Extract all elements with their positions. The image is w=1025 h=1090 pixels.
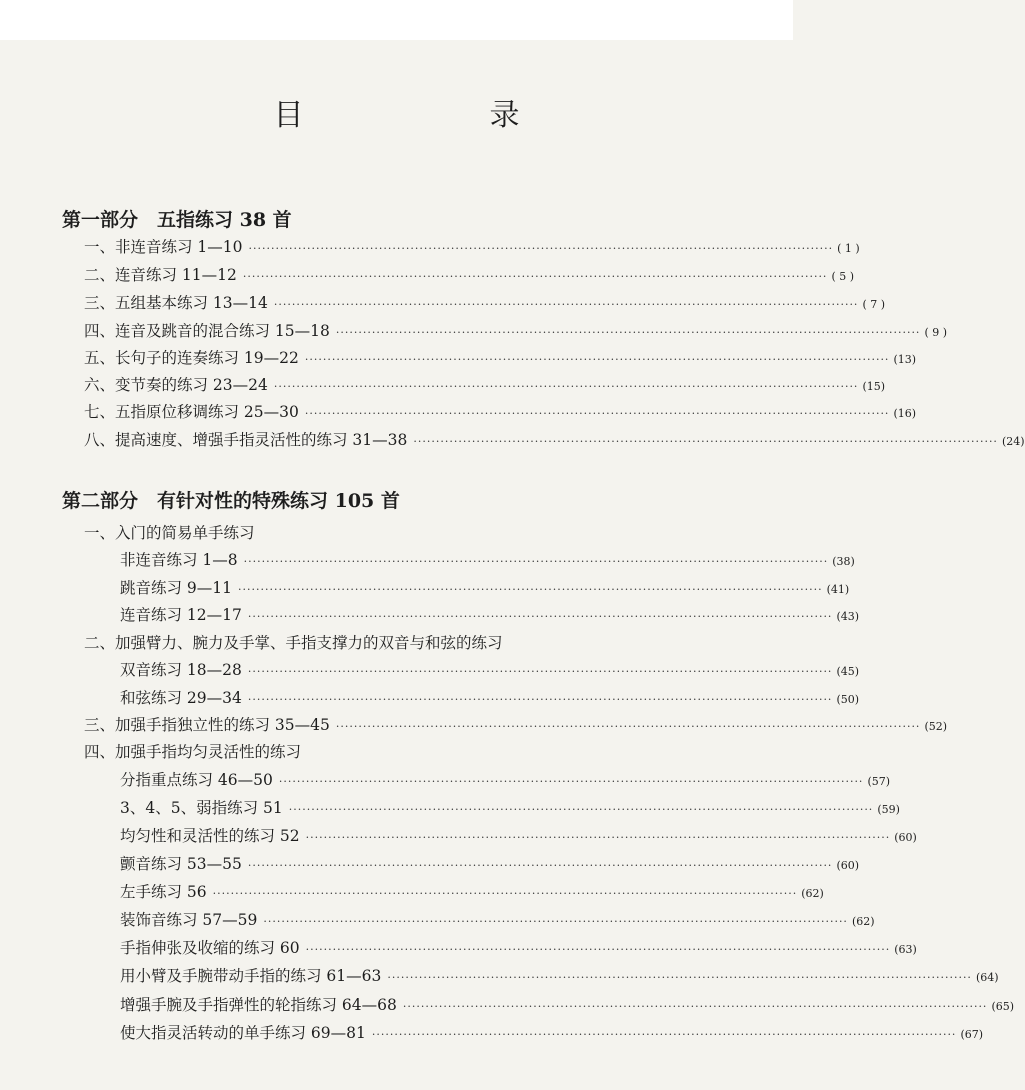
toc-entry[interactable]: [84, 713, 948, 735]
section-heading: 一、入门的简易单手练习: [84, 524, 255, 542]
toc-entry[interactable]: [84, 319, 948, 341]
toc-entry-page: (15): [862, 380, 886, 393]
toc-entry-page: (57): [867, 775, 891, 788]
dot-leader: ··································································································································: [247, 859, 833, 872]
toc-entry-label: 一、非连音练习 1—10: [84, 238, 243, 256]
toc-entry[interactable]: [84, 373, 886, 395]
toc-entry[interactable]: [84, 235, 860, 257]
toc-entry-page: (52): [924, 720, 948, 733]
dot-leader: ··································································································································: [243, 555, 829, 568]
toc-entry[interactable]: [84, 346, 917, 368]
toc-entry-label: 七、五指原位移调练习 25—30: [84, 403, 299, 421]
toc-entry-label: 双音练习 18—28: [120, 661, 242, 679]
toc-entry-page: (24): [1001, 435, 1025, 448]
dot-leader: ··································································································································: [242, 270, 828, 283]
toc-entry-page: (13): [893, 353, 917, 366]
part1-heading: 第一部分 五指练习 38 首: [62, 209, 292, 231]
dot-leader: ··································································································································: [248, 242, 834, 255]
toc-entry[interactable]: [84, 400, 917, 422]
toc-entry[interactable]: [120, 768, 891, 790]
toc-entry-label: 连音练习 12—17: [120, 606, 242, 624]
toc-entry-label: 颤音练习 53—55: [120, 855, 242, 873]
dot-leader: ··································································································································: [278, 775, 864, 788]
toc-entry[interactable]: [120, 1021, 984, 1043]
toc-entry-page: (41): [826, 583, 850, 596]
toc-entry[interactable]: [120, 796, 900, 818]
toc-entry[interactable]: [120, 852, 860, 874]
toc-entry[interactable]: [120, 964, 999, 986]
toc-entry-label: 八、提高速度、增强手指灵活性的练习 31—38: [84, 431, 408, 449]
toc-entry-page: (62): [851, 915, 875, 928]
toc-entry-page: (45): [836, 665, 860, 678]
dot-leader: ··································································································································: [402, 1000, 988, 1013]
toc-entry-label: 左手练习 56: [120, 883, 207, 901]
toc-entry[interactable]: [120, 576, 850, 598]
toc-entry-label: 三、加强手指独立性的练习 35—45: [84, 716, 330, 734]
toc-entry-page: ( 7 ): [862, 298, 886, 311]
section-heading: 二、加强臂力、腕力及手掌、手指支撑力的双音与和弦的练习: [84, 634, 503, 652]
toc-entry-page: ( 1 ): [837, 242, 860, 255]
toc-entry-page: ( 9 ): [924, 326, 948, 339]
toc-entry-page: (50): [836, 693, 860, 706]
toc-entry-label: 分指重点练习 46—50: [120, 771, 273, 789]
toc-entry-page: (65): [991, 1000, 1015, 1013]
dot-leader: ··································································································································: [238, 583, 823, 596]
dot-leader: ··································································································································: [335, 326, 921, 339]
toc-entry-page: (62): [801, 887, 824, 900]
toc-entry[interactable]: [120, 603, 860, 625]
dot-leader: ··································································································································: [247, 610, 833, 623]
toc-entry-page: (60): [836, 859, 860, 872]
toc-entry-label: 非连音练习 1—8: [120, 551, 238, 569]
toc-entry[interactable]: [120, 936, 917, 958]
toc-entry[interactable]: [120, 658, 860, 680]
toc-entry-label: 三、五组基本练习 13—14: [84, 294, 268, 312]
toc-entry-page: ( 5 ): [831, 270, 855, 283]
section-heading: 四、加强手指均匀灵活性的练习: [84, 743, 302, 761]
toc-entry-label: 用小臂及手腕带动手指的练习 61—63: [120, 967, 382, 985]
toc-entry[interactable]: [120, 908, 875, 930]
dot-leader: ··································································································································: [335, 720, 921, 733]
toc-entry-label: 二、连音练习 11—12: [84, 266, 237, 284]
dot-leader: ··································································································································: [305, 943, 891, 956]
toc-entry[interactable]: [120, 993, 1015, 1015]
toc-entry[interactable]: [120, 880, 824, 902]
toc-entry[interactable]: [84, 428, 1025, 450]
toc-entry-page: (64): [975, 971, 999, 984]
dot-leader: ··································································································································: [288, 803, 874, 816]
toc-entry-label: 增强手腕及手指弹性的轮指练习 64—68: [120, 996, 397, 1014]
toc-entry-label: 手指伸张及收缩的练习 60: [120, 939, 300, 957]
dot-leader: ··································································································································: [247, 693, 833, 706]
toc-entry[interactable]: [84, 291, 886, 313]
toc-entry-page: (38): [832, 555, 855, 568]
dot-leader: ··································································································································: [371, 1028, 957, 1041]
dot-leader: ··································································································································: [273, 298, 859, 311]
page-top-margin: [0, 0, 793, 40]
dot-leader: ··································································································································: [304, 407, 890, 420]
dot-leader: ··································································································································: [304, 353, 890, 366]
dot-leader: ··································································································································: [212, 887, 798, 900]
toc-entry-page: (16): [893, 407, 917, 420]
toc-entry-page: (59): [877, 803, 900, 816]
toc-entry-label: 3、4、5、弱指练习 51: [120, 799, 283, 817]
toc-entry-page: (67): [960, 1028, 984, 1041]
toc-entry-page: (63): [894, 943, 917, 956]
toc-entry[interactable]: [120, 686, 860, 708]
toc-entry-page: (43): [836, 610, 860, 623]
toc-entry-label: 跳音练习 9—11: [120, 579, 233, 597]
part2-heading: 第二部分 有针对性的特殊练习 105 首: [62, 490, 400, 512]
toc-entry-label: 六、变节奏的练习 23—24: [84, 376, 268, 394]
toc-entry[interactable]: [84, 263, 855, 285]
toc-entry[interactable]: [120, 824, 917, 846]
dot-leader: ··································································································································: [263, 915, 848, 928]
toc-entry-label: 装饰音练习 57—59: [120, 911, 258, 929]
dot-leader: ··································································································································: [305, 831, 891, 844]
toc-entry-label: 和弦练习 29—34: [120, 689, 242, 707]
dot-leader: ··································································································································: [413, 435, 998, 448]
toc-entry-label: 均匀性和灵活性的练习 52: [120, 827, 300, 845]
toc-entry[interactable]: [120, 548, 855, 570]
toc-entry-label: 使大指灵活转动的单手练习 69—81: [120, 1024, 366, 1042]
toc-entry-label: 五、长句子的连奏练习 19—22: [84, 349, 299, 367]
toc-entry-page: (60): [894, 831, 917, 844]
toc-entry-label: 四、连音及跳音的混合练习 15—18: [84, 322, 330, 340]
dot-leader: ··································································································································: [273, 380, 859, 393]
page-title: 目 录: [273, 98, 598, 133]
dot-leader: ··································································································································: [387, 971, 972, 984]
dot-leader: ··································································································································: [247, 665, 833, 678]
